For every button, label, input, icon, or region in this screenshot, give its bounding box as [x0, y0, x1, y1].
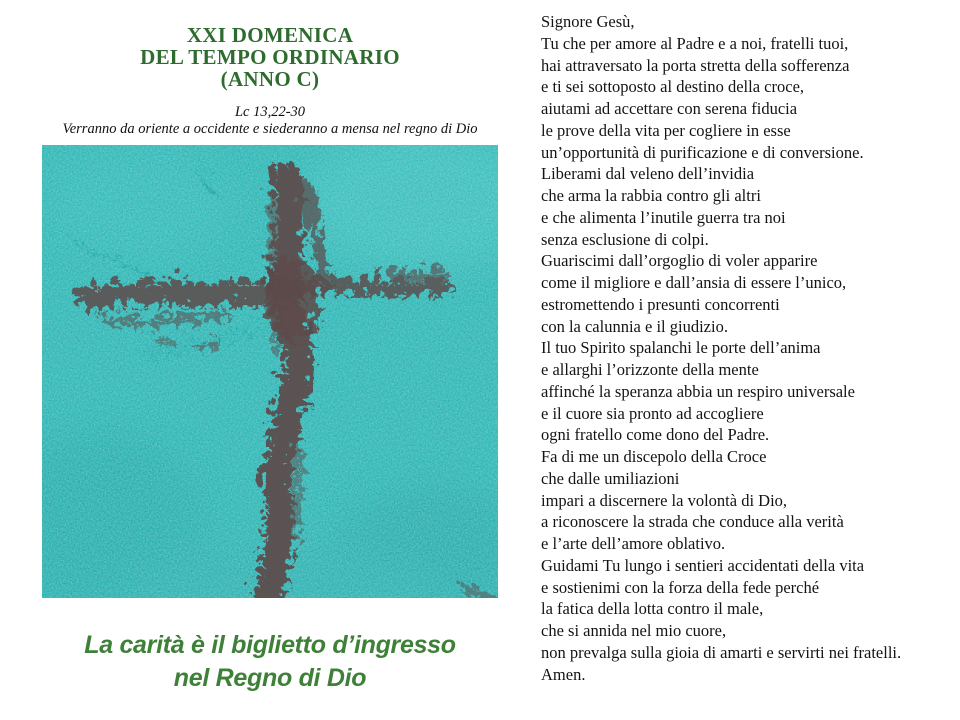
text-line: a riconoscere la strada che conduce alla verità: [541, 512, 844, 532]
text-line: (ANNO C): [220, 67, 320, 91]
text-line: e l’arte dell’amore oblativo.: [541, 534, 726, 553]
text-line: e allarghi l’orizzonte della mente: [541, 360, 759, 379]
text-line: un’opportunità di purificazione e di conversione.: [541, 142, 864, 162]
text-line: come il migliore e dall’ansia di essere l’unico,: [541, 273, 847, 292]
text-line: e il cuore sia pronto ad accogliere: [541, 403, 764, 423]
cross-painting-svg: [42, 145, 498, 598]
scripture-quote: Verranno da oriente a occidente e siederanno a mensa nel regno di Dio: [62, 121, 478, 137]
text-line: non prevalga sulla gioia di amarti e servirti nei fratelli.: [541, 642, 902, 662]
text-line: e sostienimi con la forza della fede perché: [541, 577, 820, 597]
text-line: Guidami Tu lungo i sentieri accidentati della vita: [541, 555, 865, 575]
text-line: DEL TEMPO ORDINARIO: [140, 45, 400, 69]
text-line: Liberami dal veleno dell’invidia: [541, 164, 755, 184]
text-line: Tu che per amore al Padre e a noi, fratelli tuoi,: [541, 33, 849, 53]
text-line: XXI DOMENICA: [186, 23, 354, 47]
text-line: ogni fratello come dono del Padre.: [541, 425, 770, 445]
scripture-reference: Lc 13,22-30: [234, 104, 306, 120]
text-line: La carità è il biglietto d’ingresso: [84, 631, 456, 659]
text-line: Il tuo Spirito spalanchi le porte dell’anima: [541, 338, 821, 358]
cross-artwork-image: [42, 145, 498, 598]
text-line: con la calunnia e il giudizio.: [541, 316, 728, 336]
page-title: [0, 24, 540, 90]
text-line: Fa di me un discepolo della Croce: [541, 447, 767, 466]
text-line: che arma la rabbia contro gli altri: [541, 186, 761, 205]
text-line: che si annida nel mio cuore,: [541, 621, 727, 640]
text-line: e che alimenta l’inutile guerra tra noi: [541, 207, 786, 227]
text-line: estromettendo i presunti concorrenti: [541, 294, 780, 314]
text-line: senza esclusione di colpi.: [541, 229, 709, 249]
text-line: le prove della vita per cogliere in esse: [541, 120, 791, 140]
text-line: hai attraversato la porta stretta della sofferenza: [541, 55, 850, 75]
text-line: affinché la speranza abbia un respiro universale: [541, 381, 855, 401]
caption-text: [0, 629, 540, 695]
text-line: Signore Gesù,: [541, 12, 635, 31]
text-line: la fatica della lotta contro il male,: [541, 599, 764, 619]
text-line: nel Regno di Dio: [173, 664, 367, 692]
text-line: che dalle umiliazioni: [541, 468, 680, 488]
text-line: impari a discernere la volontà di Dio,: [541, 490, 788, 510]
text-line: Guariscimi dall’orgoglio di voler apparire: [541, 251, 818, 271]
text-line: aiutami ad accettare con serena fiducia: [541, 99, 798, 118]
text-line: e ti sei sottoposto al destino della croce,: [541, 77, 805, 97]
text-line: Amen.: [541, 664, 586, 684]
prayer-text: [541, 11, 956, 685]
